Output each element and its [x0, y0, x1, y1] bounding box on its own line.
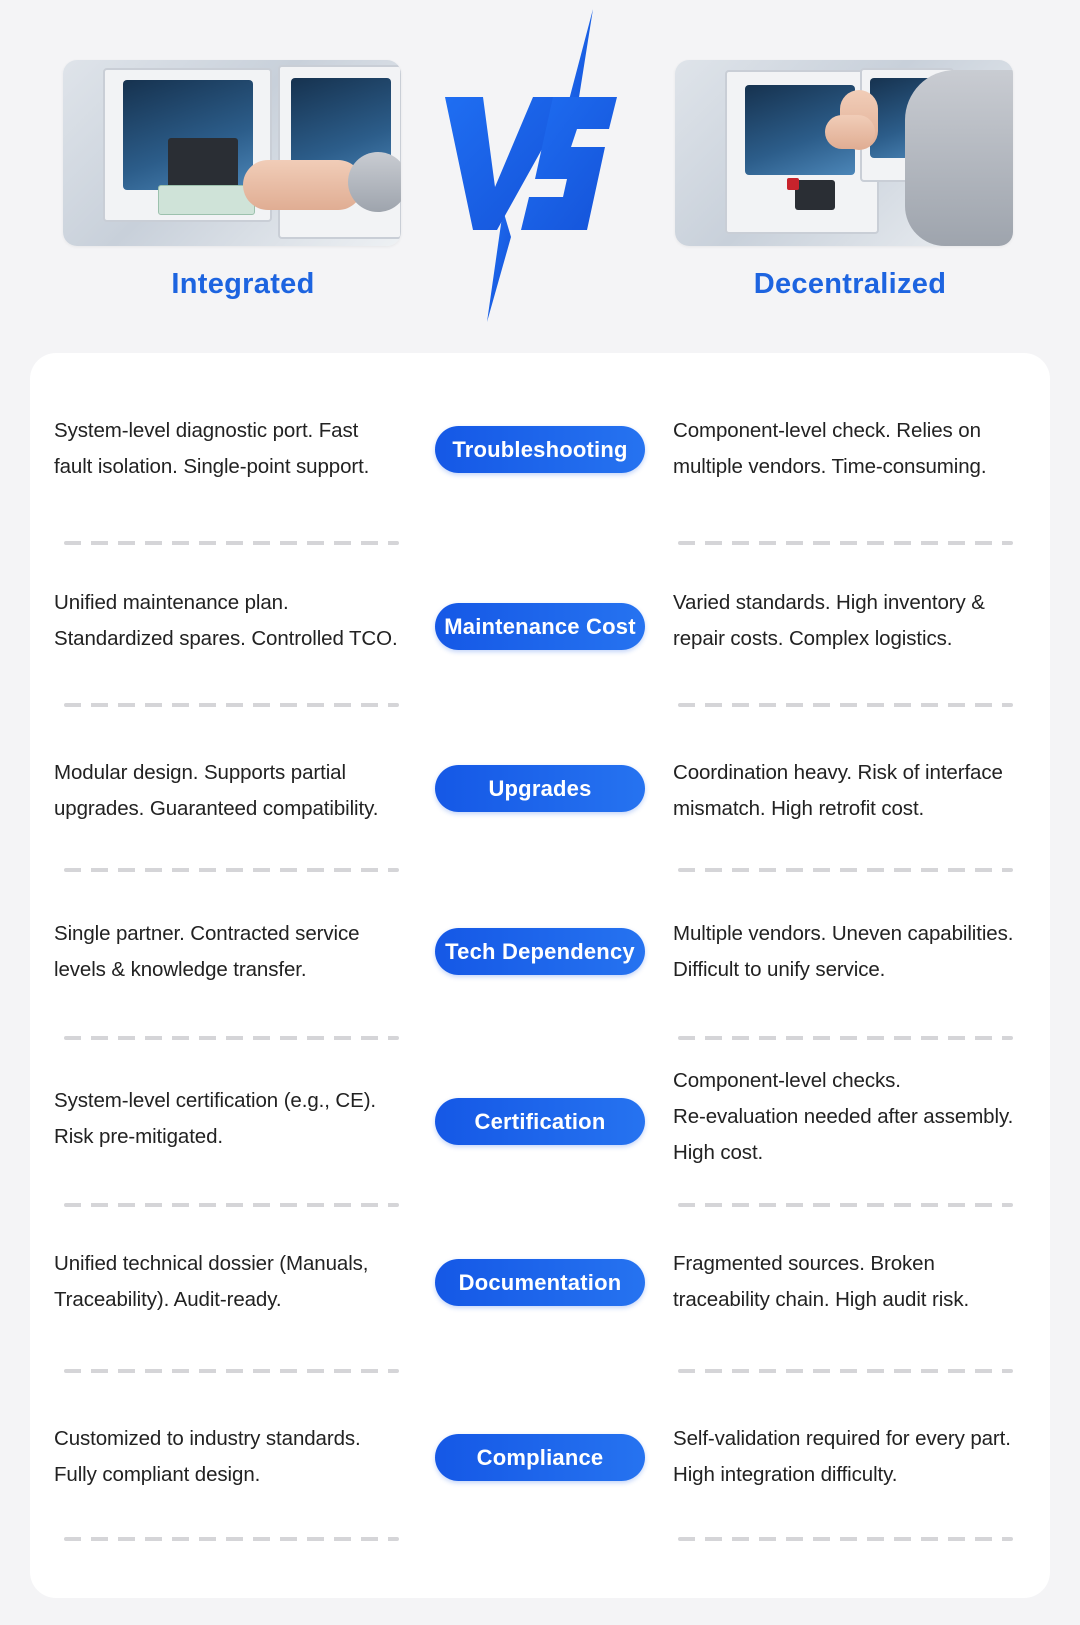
decentralized-certification-text: Component-level checks. Re-evaluation needed after assembly. High cost. [673, 1069, 1014, 1164]
integrated-maintenance-text: Unified maintenance plan. Standardized spares. Controlled TCO. [54, 591, 398, 650]
row-maintenance-cost [30, 585, 1050, 753]
divider-right [678, 1203, 1013, 1207]
certification-badge: Certification [435, 1098, 645, 1145]
divider-left [64, 541, 399, 545]
row-documentation [30, 1246, 1050, 1414]
decentralized-photo [675, 60, 1013, 246]
decentralized-upgrades-text: Coordination heavy. Risk of interface mismatch. High retrofit cost. [673, 761, 1003, 820]
divider-right [678, 1537, 1013, 1541]
maintenance-cost-badge: Maintenance Cost [435, 603, 645, 650]
documentation-badge: Documentation [435, 1259, 645, 1306]
comparison-card [30, 353, 1050, 1598]
integrated-dependency-text: Single partner. Contracted service levels & knowledge transfer. [54, 922, 360, 981]
divider-right [678, 703, 1013, 707]
decentralized-documentation-text: Fragmented sources. Broken traceability chain. High audit risk. [673, 1252, 970, 1311]
divider-left [64, 1537, 399, 1541]
vs-lightning-icon [445, 5, 635, 323]
integrated-certification-text: System-level certification (e.g., CE). Risk pre-mitigated. [54, 1089, 377, 1148]
integrated-upgrades-text: Modular design. Supports partial upgrades. Guaranteed compatibility. [54, 761, 379, 820]
row-upgrades [30, 755, 1050, 923]
integrated-documentation-text: Unified technical dossier (Manuals, Traceability). Audit-ready. [54, 1252, 369, 1311]
row-troubleshooting [30, 413, 1050, 581]
divider-left [64, 703, 399, 707]
decentralized-dependency-text: Multiple vendors. Uneven capabilities. Difficult to unify service. [673, 922, 1014, 981]
integrated-compliance-text: Customized to industry standards. Fully compliant design. [54, 1427, 361, 1486]
troubleshooting-badge: Troubleshooting [435, 426, 645, 473]
decentralized-troubleshooting-text: Component-level check. Relies on multiple vendors. Time-consuming. [673, 419, 987, 478]
integrated-photo [63, 60, 401, 246]
row-compliance [30, 1421, 1050, 1589]
decentralized-title: Decentralized [753, 268, 947, 300]
upgrades-badge: Upgrades [435, 765, 645, 812]
compliance-badge: Compliance [435, 1434, 645, 1481]
divider-right [678, 1036, 1013, 1040]
integrated-title: Integrated [171, 268, 315, 300]
divider-left [64, 1203, 399, 1207]
divider-left [64, 1036, 399, 1040]
integrated-troubleshooting-text: System-level diagnostic port. Fast fault isolation. Single-point support. [54, 419, 370, 478]
decentralized-compliance-text: Self-validation required for every part. High integration difficulty. [673, 1427, 1011, 1486]
divider-left [64, 868, 399, 872]
divider-right [678, 541, 1013, 545]
row-tech-dependency [30, 916, 1050, 1084]
decentralized-maintenance-text: Varied standards. High inventory & repair costs. Complex logistics. [673, 591, 985, 650]
tech-dependency-badge: Tech Dependency [435, 928, 645, 975]
divider-left [64, 1369, 399, 1373]
divider-right [678, 868, 1013, 872]
divider-right [678, 1369, 1013, 1373]
